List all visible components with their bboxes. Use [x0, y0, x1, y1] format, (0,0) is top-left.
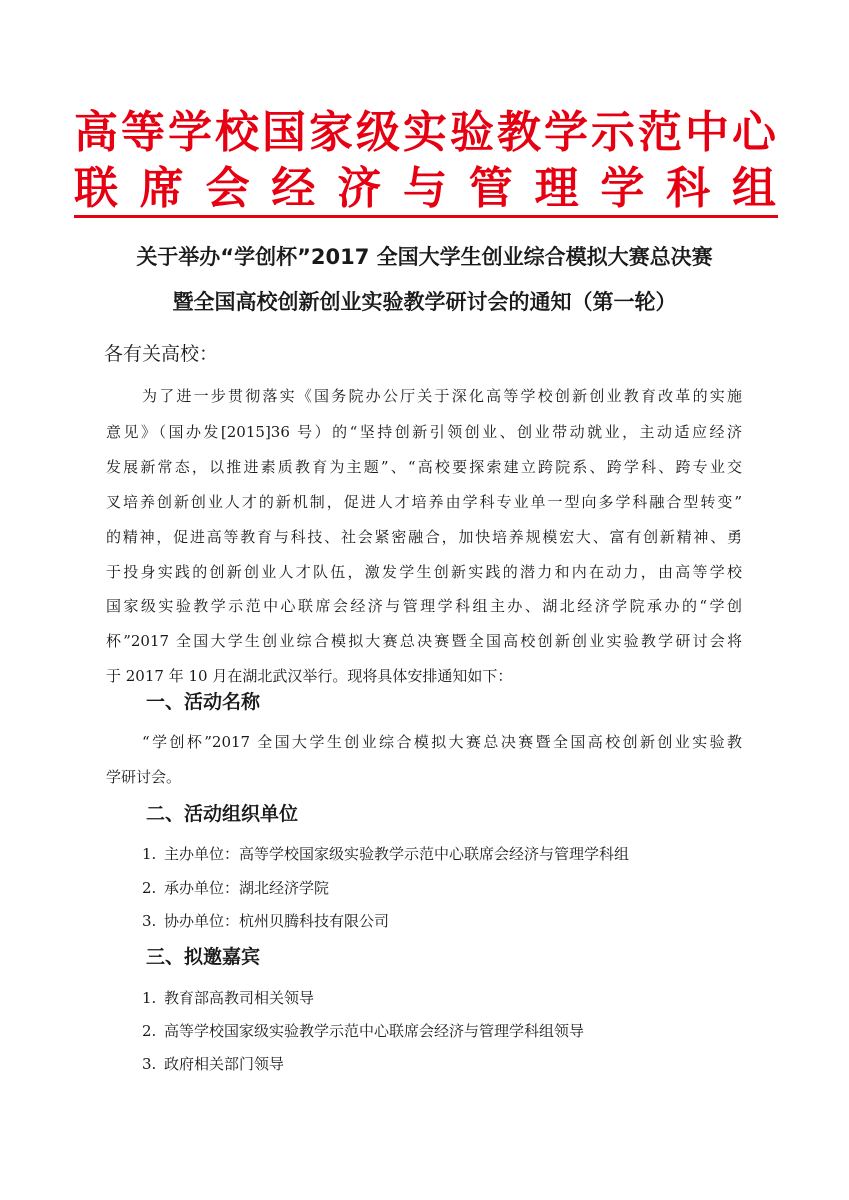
intro-line: 意见》（国办发[2015]36 号）的“坚持创新引领创业、创业带动就业，主动适应经济 — [106, 423, 742, 441]
letterhead-char: 实 — [403, 107, 447, 158]
list-item — [142, 986, 314, 1010]
letterhead-char: 学 — [544, 107, 588, 158]
intro-line: 于投身实践的创新创业人才队伍，激发学生创新实践的潜力和内在动力，由高等学校 — [106, 563, 742, 581]
letterhead-char: 组 — [731, 163, 776, 214]
list-number: 2. — [142, 879, 157, 897]
letterhead-char: 校 — [215, 107, 259, 158]
list-item — [142, 842, 629, 866]
letterhead-char: 联 — [74, 163, 118, 214]
section-heading-guests: 三、拟邀嘉宾 — [146, 946, 261, 968]
section-heading-organizers: 二、活动组织单位 — [146, 803, 299, 825]
list-item — [142, 909, 389, 933]
activity-name-line: “学创杯”2017 全国大学生创业综合模拟大赛总决赛暨全国高校创新创业实验教 — [142, 733, 742, 751]
list-text: 承办单位：湖北经济学院 — [164, 879, 330, 897]
notice-title-line-1: 关于举办“学创杯”2017 全国大学生创业综合模拟大赛总决赛 — [136, 245, 713, 269]
list-item — [142, 1052, 284, 1076]
letterhead-char: 会 — [205, 163, 250, 214]
letterhead-char: 示 — [591, 107, 635, 158]
list-text: 高等学校国家级实验教学示范中心联席会经济与管理学科组领导 — [164, 1022, 585, 1040]
letterhead-line-1 — [74, 106, 776, 160]
list-text: 政府相关部门领导 — [164, 1055, 285, 1073]
activity-name-line: 学研讨会。 — [106, 768, 182, 786]
letterhead-char: 席 — [139, 163, 184, 214]
list-number: 3. — [142, 1055, 157, 1073]
list-number: 2. — [142, 1022, 157, 1040]
letterhead-char: 验 — [450, 107, 494, 158]
intro-line: 为了进一步贯彻落实《国务院办公厅关于深化高等学校创新创业教育改革的实施 — [142, 387, 742, 405]
letterhead-char: 范 — [638, 107, 682, 158]
list-number: 1. — [142, 989, 157, 1007]
letterhead-red-rule — [74, 215, 778, 218]
intro-line: 发展新常态，以推进素质教育为主题”、“高校要探索建立跨院系、跨学科、跨专业交 — [106, 458, 742, 476]
letterhead-char: 心 — [732, 107, 776, 158]
letterhead-char: 济 — [337, 163, 382, 214]
notice-title-line-2: 暨全国高校创新创业实验教学研讨会的通知（第一轮） — [172, 290, 677, 314]
letterhead-char: 国 — [262, 107, 306, 158]
letterhead-char: 等 — [121, 107, 165, 158]
letterhead-char: 科 — [666, 163, 711, 214]
letterhead-char: 家 — [309, 107, 353, 158]
list-number: 1. — [142, 845, 157, 863]
intro-line: 于 2017 年 10 月在湖北武汉举行。现将具体安排通知如下： — [106, 667, 513, 685]
letterhead-char: 级 — [356, 107, 400, 158]
letterhead-char: 高 — [74, 107, 118, 158]
list-number: 3. — [142, 912, 157, 930]
section-heading-activity-name: 一、活动名称 — [146, 691, 261, 713]
intro-line: 杯”2017 全国大学生创业综合模拟大赛总决赛暨全国高校创新创业实验教学研讨会将 — [106, 632, 742, 650]
salutation: 各有关高校： — [104, 343, 219, 365]
intro-line: 的精神，促进高等教育与科技、社会紧密融合，加快培养规模宏大、富有创新精神、勇 — [106, 528, 742, 546]
letterhead-line-2 — [74, 162, 776, 216]
letterhead-char: 中 — [685, 107, 729, 158]
list-text: 协办单位：杭州贝腾科技有限公司 — [164, 912, 390, 930]
letterhead-char: 经 — [271, 163, 316, 214]
intro-line: 国家级实验教学示范中心联席会经济与管理学科组主办、湖北经济学院承办的“学创 — [106, 597, 742, 615]
list-item — [142, 1019, 584, 1043]
letterhead-char: 管 — [468, 163, 513, 214]
intro-line: 叉培养创新创业人才的新机制，促进人才培养由学科专业单一型向多学科融合型转变” — [106, 493, 742, 511]
letterhead-char: 教 — [497, 107, 541, 158]
letterhead-char: 学 — [600, 163, 645, 214]
list-text: 主办单位：高等学校国家级实验教学示范中心联席会经济与管理学科组 — [164, 845, 630, 863]
list-item — [142, 876, 329, 900]
list-text: 教育部高教司相关领导 — [164, 989, 315, 1007]
letterhead-char: 理 — [534, 163, 579, 214]
letterhead-char: 与 — [402, 163, 447, 214]
letterhead-char: 学 — [168, 107, 212, 158]
